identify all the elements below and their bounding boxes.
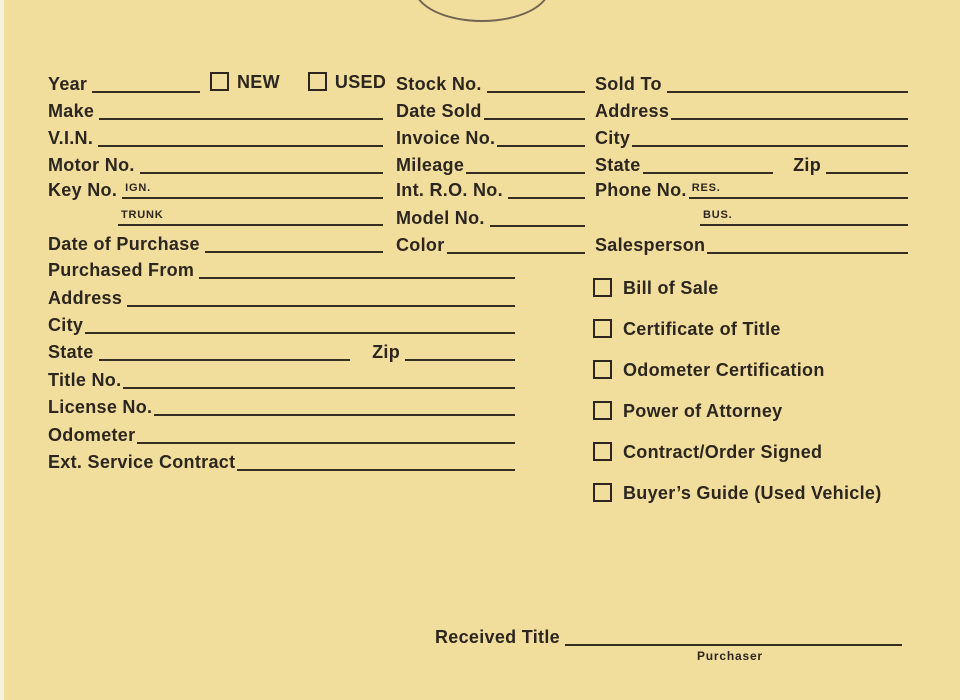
license-no-row	[48, 393, 515, 416]
salesperson-row	[595, 231, 908, 254]
seller-state-zip-row	[48, 338, 515, 361]
contract-order-signed-checkbox[interactable]	[593, 442, 612, 461]
int-ro-no-label: Int. R.O. No.	[396, 180, 503, 200]
checklist-item-contract-order-signed	[593, 442, 822, 461]
purchased-from-label: Purchased From	[48, 260, 195, 280]
buyers-guide-label: Buyer’s Guide (Used Vehicle)	[623, 482, 882, 503]
phone-bus-row	[700, 203, 908, 226]
phone-res-row	[595, 176, 908, 199]
purchaser-label: Purchaser	[697, 649, 763, 663]
buyer-city-row	[595, 124, 908, 147]
stock-no-field-line[interactable]	[487, 70, 585, 93]
mileage-row	[396, 151, 585, 174]
buyer-address-row	[595, 97, 908, 120]
contract-order-signed-label: Contract/Order Signed	[623, 441, 823, 462]
seller-city-label: City	[48, 315, 84, 335]
motor-no-row	[48, 151, 383, 174]
seller-address-row	[48, 284, 515, 307]
odometer-certification-label: Odometer Certification	[623, 359, 825, 380]
make-label: Make	[48, 101, 95, 121]
license-no-label: License No.	[48, 397, 153, 417]
salesperson-label: Salesperson	[595, 235, 706, 255]
motor-no-field-line[interactable]	[140, 151, 383, 174]
vin-row	[48, 124, 383, 147]
res-label: RES.	[691, 182, 721, 194]
phone-res-field-line[interactable]	[689, 176, 908, 199]
received-title-signature-line[interactable]	[565, 623, 902, 646]
year-field-line[interactable]	[92, 70, 200, 93]
invoice-no-row	[396, 124, 585, 147]
power-of-attorney-checkbox[interactable]	[593, 401, 612, 420]
seller-zip-label: Zip	[372, 342, 400, 362]
odometer-certification-checkbox[interactable]	[593, 360, 612, 379]
year-row	[48, 70, 200, 93]
seller-city-field-line[interactable]	[85, 311, 515, 334]
seller-state-label: State	[48, 342, 94, 362]
odometer-row	[48, 421, 515, 444]
date-of-purchase-row	[48, 230, 383, 253]
used-checkbox[interactable]	[308, 72, 327, 91]
invoice-no-label: Invoice No.	[396, 128, 496, 148]
buyer-address-label: Address	[595, 101, 670, 121]
checklist-item-odometer-certification	[593, 360, 825, 379]
make-row	[48, 97, 383, 120]
date-sold-row	[396, 97, 585, 120]
received-title-row	[435, 623, 902, 646]
make-field-line[interactable]	[99, 97, 383, 120]
date-of-purchase-label: Date of Purchase	[48, 234, 200, 254]
certificate-of-title-checkbox[interactable]	[593, 319, 612, 338]
vin-field-line[interactable]	[98, 124, 383, 147]
bill-of-sale-label: Bill of Sale	[623, 277, 719, 298]
phone-no-label: Phone No.	[595, 180, 687, 200]
color-label: Color	[396, 235, 445, 255]
power-of-attorney-label: Power of Attorney	[623, 400, 783, 421]
odometer-label: Odometer	[48, 425, 136, 445]
stock-no-row	[396, 70, 585, 93]
model-no-label: Model No.	[396, 208, 485, 228]
new-label: NEW	[237, 71, 280, 92]
motor-no-label: Motor No.	[48, 155, 135, 175]
int-ro-no-row	[396, 176, 585, 199]
model-no-row	[396, 204, 585, 227]
thumb-cutout-ellipse	[414, 0, 550, 22]
model-no-field-line[interactable]	[490, 204, 585, 227]
trunk-label: TRUNK	[121, 209, 164, 221]
received-title-label: Received Title	[435, 627, 560, 647]
condition-row	[210, 72, 386, 91]
buyer-zip-field-line[interactable]	[826, 151, 908, 174]
envelope-left-edge	[0, 0, 4, 700]
date-of-purchase-field-line[interactable]	[205, 230, 383, 253]
checklist-item-bill-of-sale	[593, 278, 719, 297]
key-no-ign-field-line[interactable]	[122, 176, 383, 199]
ext-service-contract-field-line[interactable]	[237, 448, 515, 471]
buyers-guide-checkbox[interactable]	[593, 483, 612, 502]
seller-state-field-line[interactable]	[99, 338, 351, 361]
seller-address-label: Address	[48, 288, 123, 308]
phone-bus-field-line[interactable]	[700, 203, 908, 226]
new-checkbox[interactable]	[210, 72, 229, 91]
checklist-item-buyers-guide	[593, 483, 881, 502]
mileage-label: Mileage	[396, 155, 465, 175]
seller-city-row	[48, 311, 515, 334]
buyer-state-label: State	[595, 155, 641, 175]
bus-label: BUS.	[703, 209, 733, 221]
date-sold-field-line[interactable]	[484, 97, 585, 120]
seller-address-field-line[interactable]	[127, 284, 515, 307]
date-sold-label: Date Sold	[396, 101, 482, 121]
buyer-address-field-line[interactable]	[671, 97, 908, 120]
title-no-row	[48, 366, 515, 389]
title-no-label: Title No.	[48, 370, 122, 390]
title-no-field-line[interactable]	[123, 366, 515, 389]
certificate-of-title-label: Certificate of Title	[623, 318, 781, 339]
key-no-trunk-row	[118, 203, 383, 226]
vin-label: V.I.N.	[48, 128, 94, 148]
purchased-from-field-line[interactable]	[199, 256, 515, 279]
buyer-state-zip-row	[595, 151, 908, 174]
checklist-item-certificate-of-title	[593, 319, 781, 338]
sold-to-label: Sold To	[595, 74, 662, 94]
salesperson-field-line[interactable]	[707, 231, 908, 254]
year-label: Year	[48, 74, 88, 94]
mileage-field-line[interactable]	[466, 151, 585, 174]
buyer-city-label: City	[595, 128, 631, 148]
key-no-ign-row	[48, 176, 383, 199]
int-ro-no-field-line[interactable]	[508, 176, 585, 199]
ign-label: IGN.	[125, 182, 151, 194]
sold-to-row	[595, 70, 908, 93]
license-no-field-line[interactable]	[154, 393, 515, 416]
checklist-item-power-of-attorney	[593, 401, 782, 420]
sold-to-field-line[interactable]	[667, 70, 908, 93]
ext-service-contract-row	[48, 448, 515, 471]
used-label: USED	[334, 71, 387, 92]
key-no-label: Key No.	[48, 180, 118, 200]
color-field-line[interactable]	[447, 231, 586, 254]
ext-service-contract-label: Ext. Service Contract	[48, 452, 236, 472]
buyer-state-field-line[interactable]	[643, 151, 774, 174]
stock-no-label: Stock No.	[396, 74, 482, 94]
seller-zip-field-line[interactable]	[405, 338, 515, 361]
odometer-field-line[interactable]	[137, 421, 515, 444]
bill-of-sale-checkbox[interactable]	[593, 278, 612, 297]
buyer-city-field-line[interactable]	[632, 124, 908, 147]
color-row	[396, 231, 585, 254]
buyer-zip-label: Zip	[793, 155, 821, 175]
invoice-no-field-line[interactable]	[497, 124, 585, 147]
purchased-from-row	[48, 256, 515, 279]
key-no-trunk-field-line[interactable]	[118, 203, 383, 226]
